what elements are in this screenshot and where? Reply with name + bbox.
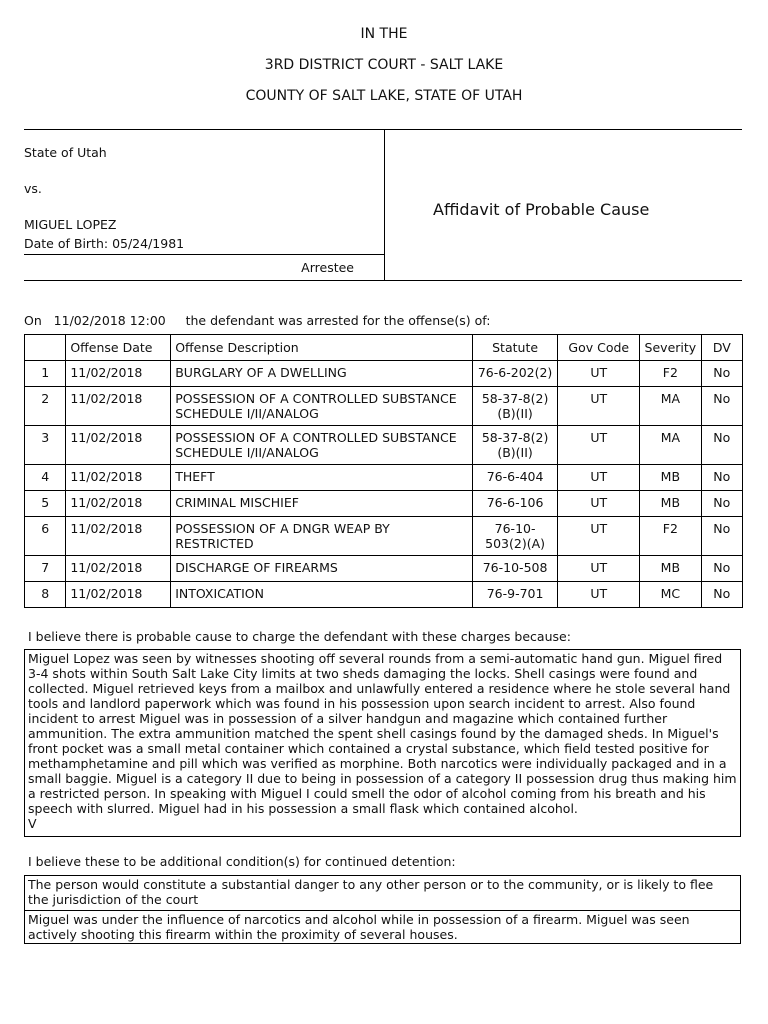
offense-sev-cell: MC [640, 582, 702, 608]
plaintiff-name: State of Utah [24, 145, 107, 160]
offense-dv-cell: No [701, 491, 742, 517]
offenses-header-row [25, 335, 743, 361]
offense-num-cell: 2 [25, 387, 66, 426]
offense-gov-cell: UT [558, 426, 640, 465]
table-row [25, 556, 743, 582]
offense-num-cell: 6 [25, 517, 66, 556]
col-statute-header: Statute [472, 335, 558, 361]
offense-date-cell: 11/02/2018 [66, 582, 171, 608]
offense-date-cell: 11/02/2018 [66, 517, 171, 556]
table-row [25, 517, 743, 556]
offense-desc-cell: INTOXICATION [171, 582, 473, 608]
col-gov-header: Gov Code [558, 335, 640, 361]
probable-cause-label: I believe there is probable cause to charge the defendant with these charges because: [28, 629, 571, 644]
offense-desc-cell: CRIMINAL MISCHIEF [171, 491, 473, 517]
court-header-line1: IN THE [360, 26, 408, 42]
offense-date-cell: 11/02/2018 [66, 491, 171, 517]
offense-dv-cell: No [701, 465, 742, 491]
table-row [25, 387, 743, 426]
offense-dv-cell: No [701, 582, 742, 608]
offense-gov-cell: UT [558, 556, 640, 582]
court-header-line2: 3RD DISTRICT COURT - SALT LAKE [264, 57, 504, 73]
probable-cause-box [24, 649, 741, 837]
offense-gov-cell: UT [558, 361, 640, 387]
offense-num-cell: 7 [25, 556, 66, 582]
offense-statute-cell: 58-37-8(2)(B)(II) [472, 387, 558, 426]
arrestee-row [24, 254, 384, 281]
offense-statute-cell: 76-6-404 [472, 465, 558, 491]
offense-dv-cell: No [701, 556, 742, 582]
offense-statute-cell: 58-37-8(2)(B)(II) [472, 426, 558, 465]
offense-sev-cell: MA [640, 426, 702, 465]
detention-condition-2: Miguel was under the influence of narcotics and alcohol while in possession of a firearm. Miguel was seen actively shooting this firearm within the proximity of several houses. [24, 910, 741, 944]
document-title: Affidavit of Probable Cause [433, 200, 650, 219]
table-row [25, 361, 743, 387]
detention-label: I believe these to be additional condition(s) for continued detention: [28, 854, 456, 869]
table-row [25, 582, 743, 608]
offense-sev-cell: MB [640, 491, 702, 517]
offense-sev-cell: F2 [640, 517, 702, 556]
offense-desc-cell: DISCHARGE OF FIREARMS [171, 556, 473, 582]
probable-cause-text: Miguel Lopez was seen by witnesses shooting off several rounds from a semi-automatic hand gun. Miguel fired 3-4 shots within South Salt Lake City limits at two sheds damaging the locks. Shell casings were found and collected. Miguel retrieved keys from a mailbox and unlawfully entered a residence where he stole several hand tools and landlord paperwork which was found in his possession upon search incident to arrest. Also found incident to arrest Miguel was in possession of a silver handgun and magazine which contained further ammunition. The extra ammunition matched the spent shell casings found by the damaged sheds. In Miguel's front pocket was a small metal container which contained a crystal substance, which field tested positive for methamphetamine and pill which was verified as morphine. Both narcotics were individually packaged and in a small baggie. Miguel is a category II due to being in possession of a category II possession drug thus making him a restricted person. In speaking with Miguel I could smell the odor of alcohol coming from his breath and his speech with slurred. Miguel had in his possession a small flask which contained alcohol. [28, 651, 737, 816]
court-header-line3: COUNTY OF SALT LAKE, STATE OF UTAH [245, 88, 523, 104]
offense-date-cell: 11/02/2018 [66, 426, 171, 465]
col-desc-header: Offense Description [171, 335, 473, 361]
offense-sev-cell: MB [640, 465, 702, 491]
col-num-header [25, 335, 66, 361]
probable-cause-trailer: V [28, 816, 37, 831]
offense-gov-cell: UT [558, 387, 640, 426]
col-dv-header: DV [701, 335, 742, 361]
offense-date-cell: 11/02/2018 [66, 465, 171, 491]
table-row [25, 426, 743, 465]
defendant-name: MIGUEL LOPEZ [24, 217, 117, 232]
offense-statute-cell: 76-6-202(2) [472, 361, 558, 387]
offense-desc-cell: POSSESSION OF A CONTROLLED SUBSTANCE SCHEDULE I/II/ANALOG [171, 426, 473, 465]
offense-desc-cell: POSSESSION OF A CONTROLLED SUBSTANCE SCHEDULE I/II/ANALOG [171, 387, 473, 426]
offense-num-cell: 5 [25, 491, 66, 517]
offense-desc-cell: POSSESSION OF A DNGR WEAP BY RESTRICTED [171, 517, 473, 556]
offense-num-cell: 3 [25, 426, 66, 465]
offense-statute-cell: 76-10-508 [472, 556, 558, 582]
offense-sev-cell: MB [640, 556, 702, 582]
parties-block [24, 130, 385, 280]
offense-statute-cell: 76-9-701 [472, 582, 558, 608]
table-row [25, 465, 743, 491]
offense-num-cell: 1 [25, 361, 66, 387]
defendant-dob: Date of Birth: 05/24/1981 [24, 236, 185, 251]
case-caption [24, 129, 742, 281]
versus-text: vs. [24, 181, 42, 196]
offense-statute-cell: 76-6-106 [472, 491, 558, 517]
offense-num-cell: 8 [25, 582, 66, 608]
offense-desc-cell: THEFT [171, 465, 473, 491]
offense-date-cell: 11/02/2018 [66, 361, 171, 387]
offense-gov-cell: UT [558, 517, 640, 556]
col-severity-header: Severity [640, 335, 702, 361]
offense-sev-cell: MA [640, 387, 702, 426]
offense-dv-cell: No [701, 517, 742, 556]
offense-desc-cell: BURGLARY OF A DWELLING [171, 361, 473, 387]
offense-sev-cell: F2 [640, 361, 702, 387]
offense-date-cell: 11/02/2018 [66, 387, 171, 426]
offense-dv-cell: No [701, 387, 742, 426]
offense-dv-cell: No [701, 426, 742, 465]
offense-gov-cell: UT [558, 491, 640, 517]
table-row [25, 491, 743, 517]
offense-dv-cell: No [701, 361, 742, 387]
detention-condition-1: The person would constitute a substantial danger to any other person or to the community, or is likely to flee the jurisdiction of the court [24, 875, 741, 911]
offense-gov-cell: UT [558, 465, 640, 491]
offense-statute-cell: 76-10-503(2)(A) [472, 517, 558, 556]
arrestee-label: Arrestee [301, 260, 354, 275]
col-date-header: Offense Date [66, 335, 171, 361]
offense-date-cell: 11/02/2018 [66, 556, 171, 582]
offenses-table [24, 334, 743, 608]
arrest-statement: On 11/02/2018 12:00 the defendant was arrested for the offense(s) of: [24, 313, 491, 328]
offense-num-cell: 4 [25, 465, 66, 491]
offense-gov-cell: UT [558, 582, 640, 608]
